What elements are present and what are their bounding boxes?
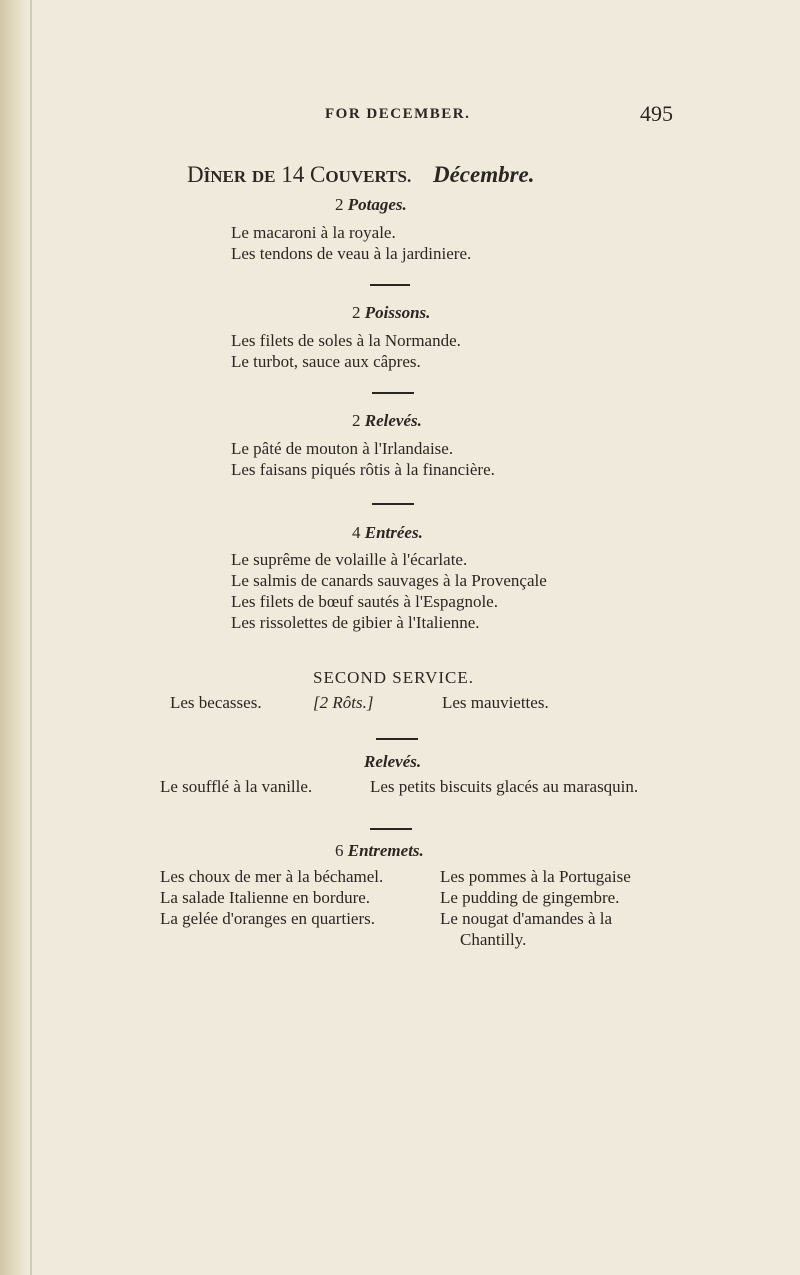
title-prefix-cap: D	[187, 162, 204, 187]
list-item: Les faisans piqués rôtis à la financière.	[231, 460, 495, 479]
second-releves-right: Les petits biscuits glacés au marasquin.	[370, 777, 639, 796]
list-item: Les choux de mer à la béchamel.	[160, 867, 384, 886]
entrees-list	[231, 549, 547, 633]
section-rule	[372, 503, 414, 505]
entremets-label: Entremets.	[347, 841, 424, 860]
second-service-right: Les mauviettes.	[442, 693, 549, 712]
list-item: Le salmis de canards sauvages à la Provençale	[231, 571, 547, 590]
list-item: Chantilly.	[460, 930, 527, 949]
list-item: Le turbot, sauce aux câpres.	[231, 352, 421, 371]
list-item: Les tendons de veau à la jardiniere.	[231, 244, 472, 263]
second-releves-left: Le soufflé à la vanille.	[160, 777, 313, 796]
list-item: Les rissolettes de gibier à l'Italienne.	[231, 613, 480, 632]
entremets-right-list	[440, 866, 631, 950]
list-item: Le nougat d'amandes à la	[440, 909, 613, 928]
binding-edge	[30, 0, 32, 1275]
second-releves-heading: Relevés.	[364, 752, 422, 771]
poissons-heading	[352, 303, 430, 323]
list-item: Les filets de soles à la Normande.	[231, 331, 461, 350]
entremets-heading	[335, 841, 424, 861]
list-item: La salade Italienne en bordure.	[160, 888, 371, 907]
potages-label: Potages.	[347, 195, 407, 214]
poissons-label: Poissons.	[364, 303, 431, 322]
section-rule	[370, 828, 412, 830]
releves-label: Relevés.	[364, 411, 422, 430]
running-head: FOR DECEMBER.	[325, 106, 471, 122]
entrees-heading	[352, 523, 423, 543]
list-item: Les pommes à la Portugaise	[440, 867, 631, 886]
menu-title	[187, 162, 535, 188]
page-number: 495	[640, 101, 673, 126]
list-item: Le pudding de gingembre.	[440, 888, 620, 907]
title-month: Décembre.	[432, 162, 535, 187]
roti-count: [2 Rôts.]	[313, 693, 374, 712]
entremets-left-list	[160, 866, 383, 929]
potages-list	[231, 222, 471, 264]
entrees-count: 4	[352, 523, 361, 542]
list-item: Les filets de bœuf sautés à l'Espagnole.	[231, 592, 498, 611]
list-item: Le pâté de mouton à l'Irlandaise.	[231, 439, 454, 458]
poissons-count: 2	[352, 303, 361, 322]
potages-heading	[335, 195, 407, 215]
releves-list	[231, 438, 495, 480]
title-couverts-rest: OUVERTS.	[325, 167, 412, 186]
title-prefix-rest: ÎNER	[203, 167, 247, 186]
title-number: 14	[281, 162, 305, 187]
title-de: DE	[251, 167, 276, 186]
list-item: Le macaroni à la royale.	[231, 223, 396, 242]
page-gutter-shadow	[0, 0, 28, 1275]
section-rule	[376, 738, 418, 740]
title-couverts-cap: C	[310, 162, 326, 187]
list-item: La gelée d'oranges en quartiers.	[160, 909, 375, 928]
poissons-list	[231, 330, 461, 372]
section-rule	[370, 284, 410, 286]
second-service-heading: SECOND SERVICE.	[313, 668, 474, 687]
releves-count: 2	[352, 411, 361, 430]
releves-heading	[352, 411, 422, 431]
potages-count: 2	[335, 195, 344, 214]
entremets-count: 6	[335, 841, 344, 860]
second-service-left: Les becasses.	[170, 693, 262, 712]
section-rule	[372, 392, 414, 394]
list-item: Le suprême de volaille à l'écarlate.	[231, 550, 468, 569]
entrees-label: Entrées.	[364, 523, 423, 542]
